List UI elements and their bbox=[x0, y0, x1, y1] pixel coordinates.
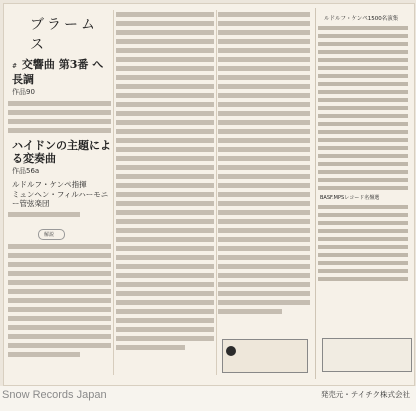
catalog-entry bbox=[318, 98, 408, 102]
commentary-label: 解説 bbox=[38, 229, 65, 240]
catalog-entry bbox=[318, 170, 408, 174]
text-line bbox=[8, 262, 111, 267]
catalog-number-box bbox=[322, 338, 412, 372]
text-line bbox=[218, 192, 310, 197]
catalog-entry bbox=[318, 58, 408, 62]
text-line bbox=[8, 298, 111, 303]
text-line bbox=[8, 316, 111, 321]
text-line bbox=[116, 165, 214, 170]
text-line bbox=[116, 66, 214, 71]
catalog-entry bbox=[318, 277, 408, 281]
text-line bbox=[218, 93, 310, 98]
text-line bbox=[8, 244, 111, 249]
text-line bbox=[8, 253, 111, 258]
catalog-entry bbox=[318, 178, 408, 182]
movement-line bbox=[8, 119, 111, 124]
text-line bbox=[218, 210, 310, 215]
text-line bbox=[116, 21, 214, 26]
text-line bbox=[116, 318, 214, 323]
text-line bbox=[218, 147, 310, 152]
text-line bbox=[116, 75, 214, 80]
text-line bbox=[8, 280, 111, 285]
column-essay-2 bbox=[218, 8, 310, 379]
catalog-entry bbox=[318, 82, 408, 86]
text-line bbox=[218, 111, 310, 116]
work-1-title-text: 交響曲 第3番 へ長調 bbox=[12, 58, 104, 86]
text-line bbox=[218, 156, 310, 161]
catalog-entry bbox=[318, 261, 408, 265]
catalog-entry bbox=[318, 269, 408, 273]
catalog-entry bbox=[318, 162, 408, 166]
text-line bbox=[8, 307, 111, 312]
text-line bbox=[116, 156, 214, 161]
text-line bbox=[116, 246, 214, 251]
catalog-entry bbox=[318, 146, 408, 150]
text-line bbox=[218, 174, 310, 179]
label-logo-icon bbox=[226, 346, 236, 356]
catalog-entry bbox=[318, 138, 408, 142]
catalog-entry bbox=[318, 42, 408, 46]
text-line bbox=[116, 39, 214, 44]
text-line bbox=[116, 300, 214, 305]
text-line bbox=[116, 237, 214, 242]
text-line bbox=[116, 255, 214, 260]
work-1-number: # bbox=[12, 63, 18, 70]
text-line bbox=[116, 192, 214, 197]
work-1-opus: 作品90 bbox=[12, 88, 35, 96]
text-line bbox=[218, 21, 310, 26]
catalog-entry bbox=[318, 154, 408, 158]
text-line bbox=[116, 12, 214, 17]
text-line bbox=[218, 282, 310, 287]
text-line bbox=[116, 57, 214, 62]
performer-orchestra: ミュンヘン・フィルハーモニー管弦楽団 bbox=[12, 190, 109, 208]
text-line bbox=[218, 12, 310, 17]
text-line bbox=[116, 282, 214, 287]
watermark: Snow Records Japan bbox=[2, 389, 107, 401]
text-line bbox=[218, 129, 310, 134]
movement-line bbox=[8, 128, 111, 133]
text-line bbox=[218, 48, 310, 53]
text-line bbox=[116, 336, 214, 341]
footer bbox=[0, 386, 416, 411]
catalog-entry bbox=[318, 221, 408, 225]
text-line bbox=[116, 129, 214, 134]
catalog-entry bbox=[318, 50, 408, 54]
text-line bbox=[116, 345, 185, 350]
catalog-subtitle: BASF.MPSレコード名盤選 bbox=[320, 195, 380, 201]
text-line bbox=[8, 271, 111, 276]
text-line bbox=[218, 228, 310, 233]
catalog-entry bbox=[318, 237, 408, 241]
liner-notes-sheet bbox=[3, 3, 415, 386]
recording-note bbox=[8, 212, 80, 217]
column-essay-1 bbox=[116, 8, 214, 379]
performer-conductor: ルドルフ・ケンペ指揮 bbox=[12, 180, 87, 189]
text-line bbox=[218, 183, 310, 188]
text-line bbox=[116, 138, 214, 143]
text-line bbox=[116, 30, 214, 35]
text-line bbox=[116, 264, 214, 269]
catalog-entry bbox=[318, 26, 408, 30]
composer-name: ブラームス bbox=[30, 17, 98, 53]
text-line bbox=[8, 352, 80, 357]
text-line bbox=[116, 102, 214, 107]
text-line bbox=[218, 39, 310, 44]
work-2-title: ハイドンの主題による変奏曲 bbox=[12, 139, 111, 165]
text-line bbox=[116, 327, 214, 332]
text-line bbox=[218, 246, 310, 251]
text-line bbox=[116, 228, 214, 233]
text-line bbox=[218, 273, 310, 278]
column-catalog bbox=[315, 8, 414, 379]
catalog-entry bbox=[318, 34, 408, 38]
text-line bbox=[218, 255, 310, 260]
text-line bbox=[116, 273, 214, 278]
column-divider bbox=[216, 10, 217, 375]
publisher: 発売元・テイチク株式会社 bbox=[320, 390, 410, 399]
work-1-title bbox=[12, 58, 111, 86]
text-line bbox=[218, 57, 310, 62]
catalog-entry bbox=[318, 66, 408, 70]
text-line bbox=[116, 120, 214, 125]
catalog-entry bbox=[318, 186, 408, 190]
text-line bbox=[218, 264, 310, 269]
label-logo-block bbox=[222, 339, 308, 373]
text-line bbox=[218, 102, 310, 107]
text-line bbox=[218, 30, 310, 35]
catalog-entry bbox=[318, 130, 408, 134]
work-2-opus: 作品56a bbox=[12, 167, 40, 175]
text-line bbox=[218, 75, 310, 80]
text-line bbox=[218, 291, 310, 296]
text-line bbox=[116, 201, 214, 206]
text-line bbox=[218, 120, 310, 125]
text-line bbox=[116, 93, 214, 98]
catalog-title: ルドルフ・ケンペ1500名演集 bbox=[324, 16, 399, 22]
catalog-entry bbox=[318, 245, 408, 249]
text-line bbox=[116, 210, 214, 215]
column-divider bbox=[113, 10, 114, 375]
text-line bbox=[116, 309, 214, 314]
text-line bbox=[8, 343, 111, 348]
text-line bbox=[218, 300, 310, 305]
catalog-entry bbox=[318, 74, 408, 78]
catalog-entry bbox=[318, 253, 408, 257]
catalog-entry bbox=[318, 106, 408, 110]
text-line bbox=[8, 289, 111, 294]
catalog-entry bbox=[318, 90, 408, 94]
catalog-entry bbox=[318, 114, 408, 118]
text-line bbox=[116, 183, 214, 188]
text-line bbox=[218, 165, 310, 170]
text-line bbox=[218, 237, 310, 242]
text-line bbox=[218, 309, 282, 314]
text-line bbox=[218, 84, 310, 89]
text-line bbox=[218, 219, 310, 224]
catalog-entry bbox=[318, 205, 408, 209]
column-program bbox=[8, 8, 111, 379]
text-line bbox=[116, 219, 214, 224]
text-line bbox=[218, 66, 310, 71]
catalog-entry bbox=[318, 213, 408, 217]
movement-line bbox=[8, 101, 111, 106]
text-line bbox=[116, 48, 214, 53]
text-line bbox=[116, 291, 214, 296]
text-line bbox=[116, 84, 214, 89]
text-line bbox=[116, 111, 214, 116]
movement-line bbox=[8, 110, 111, 115]
catalog-entry bbox=[318, 122, 408, 126]
text-line bbox=[218, 138, 310, 143]
text-line bbox=[8, 325, 111, 330]
text-line bbox=[116, 147, 214, 152]
text-line bbox=[218, 201, 310, 206]
catalog-entry bbox=[318, 229, 408, 233]
text-line bbox=[116, 174, 214, 179]
text-line bbox=[8, 334, 111, 339]
